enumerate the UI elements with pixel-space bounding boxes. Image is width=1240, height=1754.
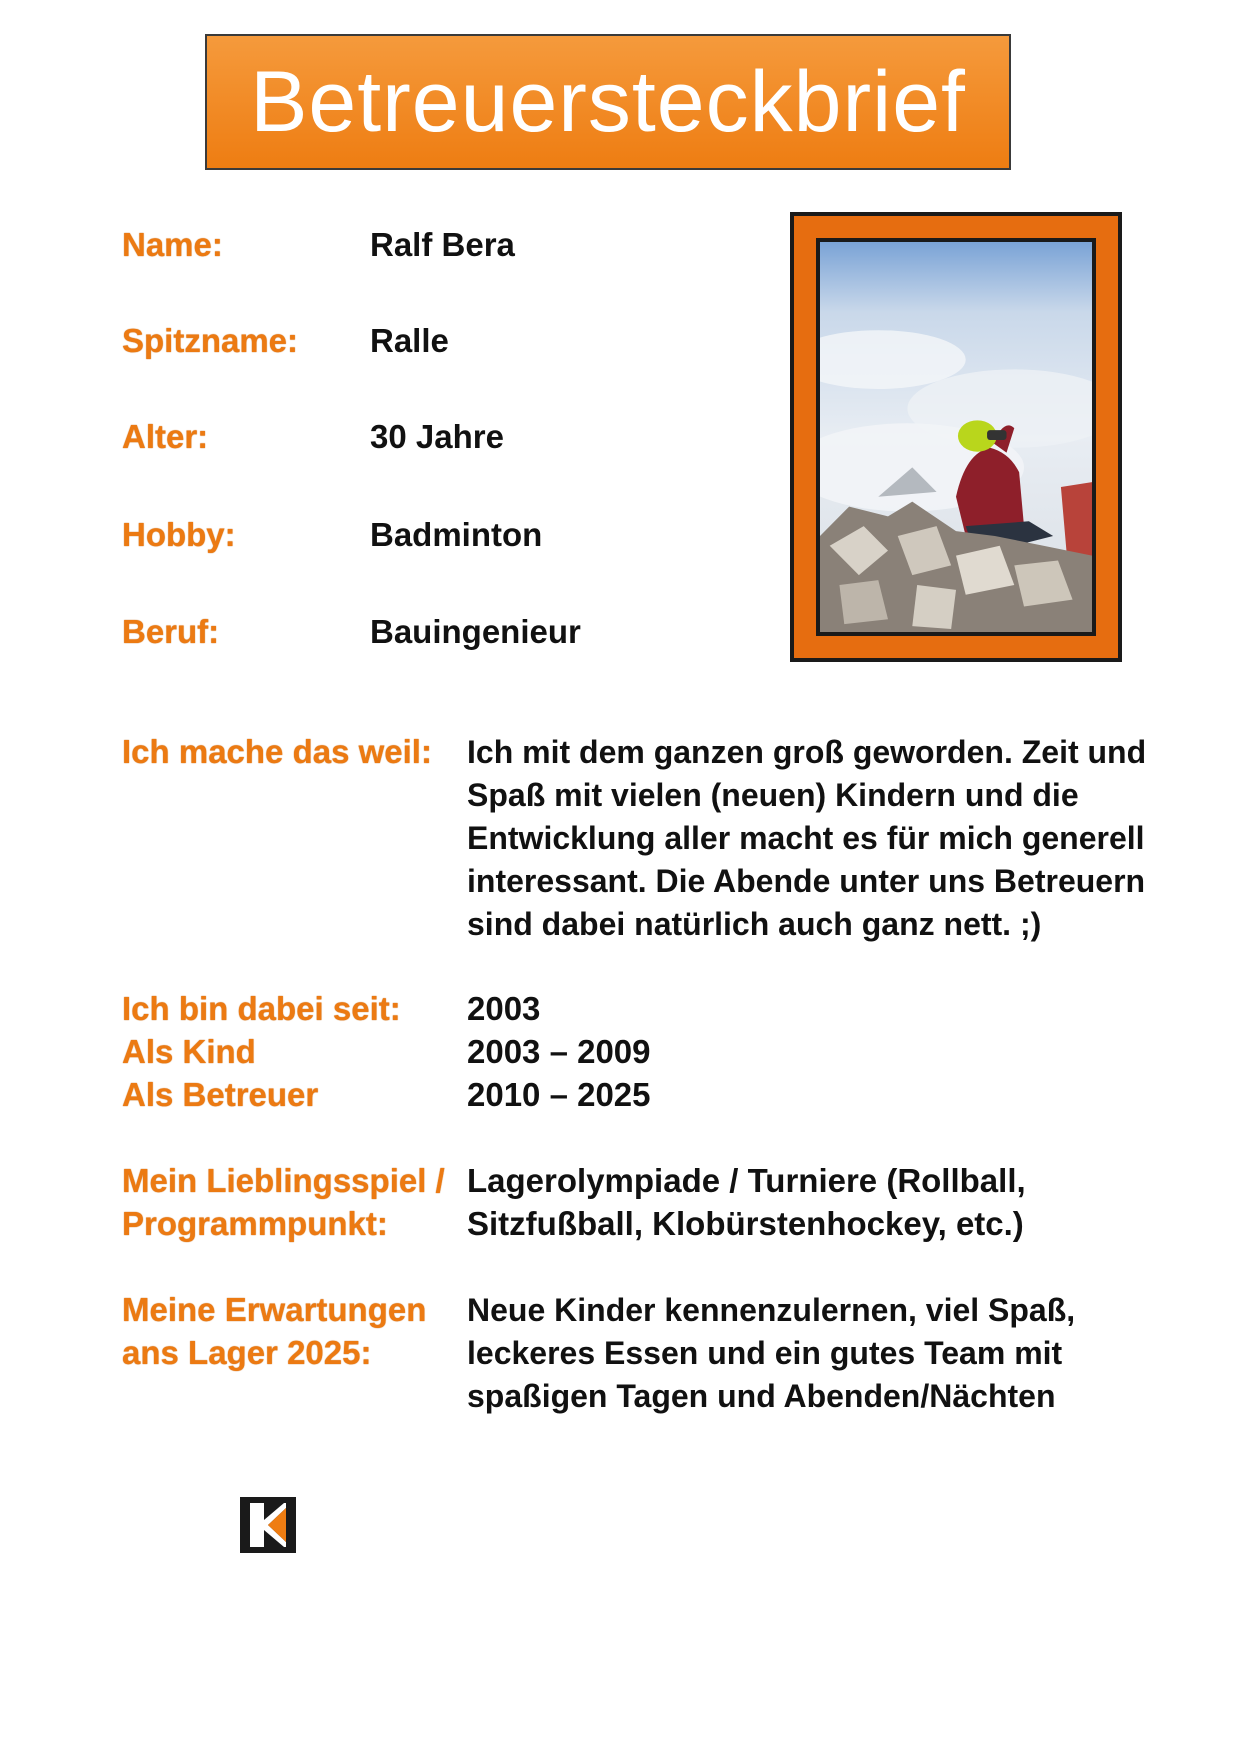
mountain-photo-illustration (820, 242, 1092, 632)
as-leader-value: 2010 – 2025 (467, 1076, 651, 1113)
job-label: Beruf: (122, 613, 220, 650)
name-label: Name: (122, 226, 223, 263)
favorite-value-line1: Lagerolympiade / Turniere (Rollball, (467, 1162, 1026, 1199)
kolping-k-icon (240, 1497, 296, 1553)
profile-photo (816, 238, 1096, 636)
since-value: 2003 (467, 990, 541, 1027)
reason-line: Ich mit dem ganzen groß geworden. Zeit und (467, 734, 1147, 770)
kolpingjugend-logo (128, 1380, 408, 1670)
expectations-line: spaßigen Tagen und Abenden/Nächten (467, 1378, 1056, 1414)
as-child-value: 2003 – 2009 (467, 1033, 651, 1070)
nickname-value: Ralle (370, 322, 449, 359)
age-label: Alter: (122, 418, 209, 455)
expectations-line: leckeres Essen und ein gutes Team mit (467, 1335, 1063, 1371)
hobby-label: Hobby: (122, 516, 236, 553)
photo-frame (790, 212, 1122, 662)
age-value: 30 Jahre (370, 418, 504, 455)
reason-line: Spaß mit vielen (neuen) Kindern und die (467, 777, 1079, 813)
since-label: Ich bin dabei seit: (122, 990, 401, 1027)
as-leader-label: Als Betreuer (122, 1076, 319, 1113)
name-value: Ralf Bera (370, 226, 515, 263)
hobby-value: Badminton (370, 516, 543, 553)
reason-text (467, 731, 1157, 946)
nickname-label: Spitzname: (122, 322, 299, 359)
expectations-label-line1: Meine Erwartungen (122, 1291, 427, 1328)
favorite-value-line2: Sitzfußball, Klobürstenhockey, etc.) (467, 1205, 1024, 1242)
logo-seal (128, 1380, 408, 1670)
expectations-label-line2: ans Lager 2025: (122, 1334, 372, 1371)
job-value: Bauingenieur (370, 613, 581, 650)
expectations-line: Neue Kinder kennenzulernen, viel Spaß, (467, 1292, 1076, 1328)
reason-line: Entwicklung aller macht es für mich generell (467, 820, 1145, 856)
title-banner (205, 34, 1011, 170)
reason-line: sind dabei natürlich auch ganz nett. ;) (467, 906, 1042, 942)
page-title: Betreuersteckbrief (250, 54, 966, 150)
favorite-label-line2: Programmpunkt: (122, 1205, 388, 1242)
favorite-label-line1: Mein Lieblingsspiel / (122, 1162, 445, 1199)
expectations-text (467, 1289, 1157, 1418)
reason-label: Ich mache das weil: (122, 733, 432, 770)
as-child-label: Als Kind (122, 1033, 256, 1070)
reason-line: interessant. Die Abende unter uns Betreuern (467, 863, 1146, 899)
